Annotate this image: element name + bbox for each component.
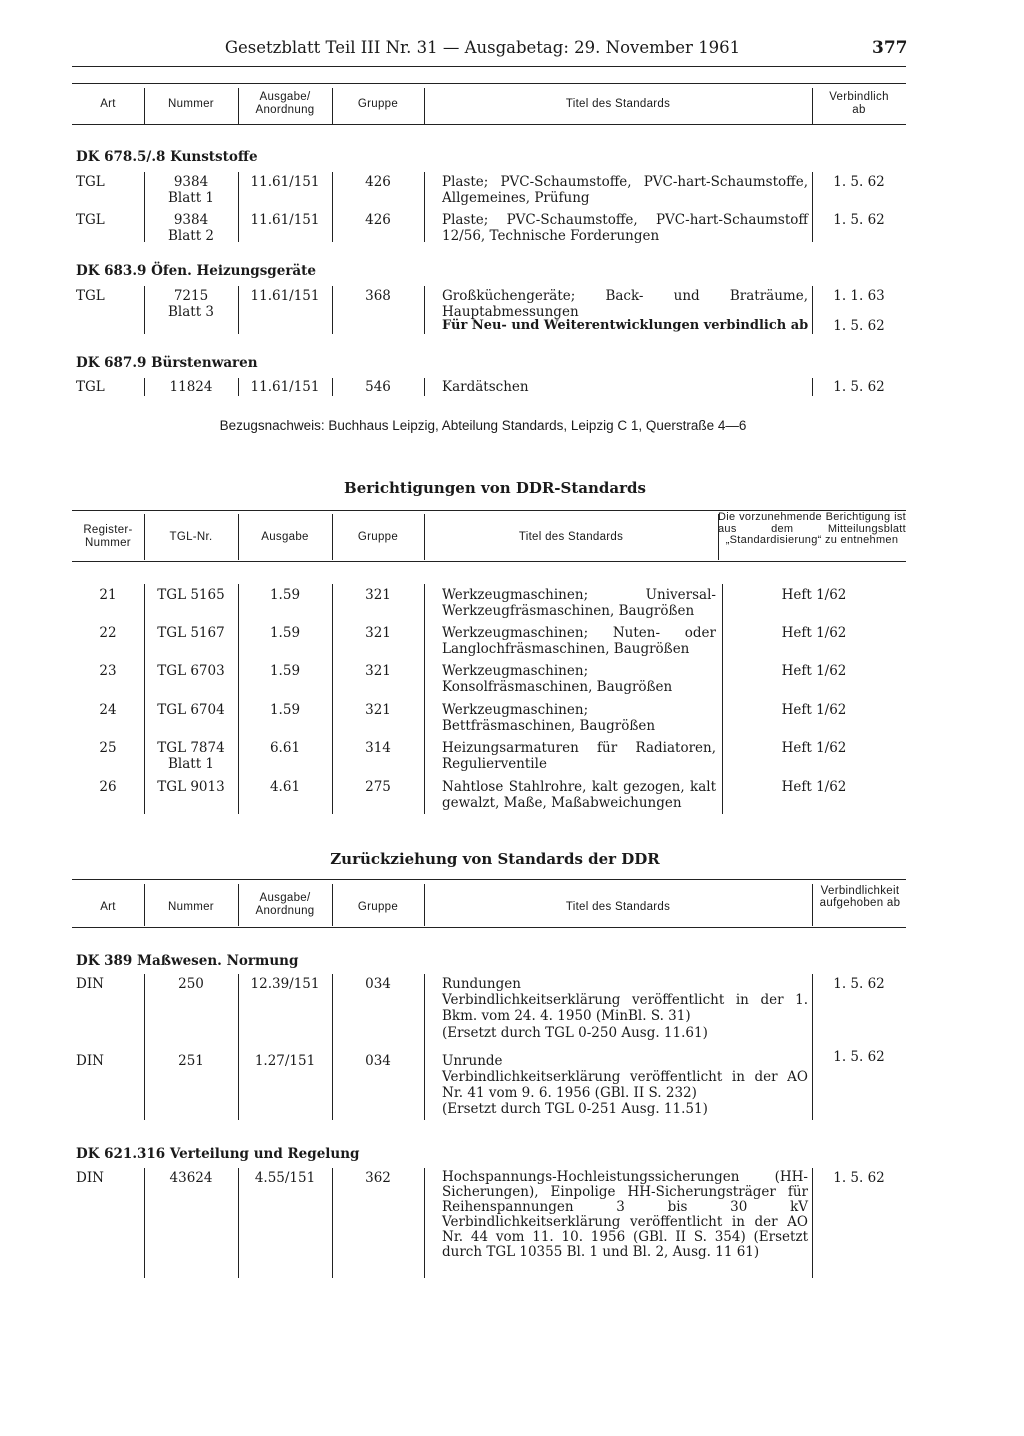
column-divider — [332, 974, 333, 1120]
cell-titel: Kardätschen — [442, 379, 529, 395]
column-divider — [424, 974, 425, 1120]
table1-header-divider — [144, 88, 145, 124]
table2-col-gruppe: Gruppe — [357, 531, 399, 543]
cell-titel: Werkzeugmaschinen; Bettfräsmaschinen, Baugrößen — [442, 702, 656, 734]
table2-col-titel: Titel des Standards — [518, 531, 624, 543]
cell-gruppe: 275 — [365, 779, 391, 795]
cell-ab: 1. 5. 62 — [833, 174, 885, 190]
column-divider — [238, 514, 239, 560]
table3-col-art: Art — [100, 901, 116, 913]
column-divider — [332, 172, 333, 242]
table1-col-nummer: Nummer — [168, 98, 214, 110]
cell-ab: 1. 5. 62 — [833, 976, 885, 992]
cell-ausgabe: 1.59 — [269, 702, 301, 718]
table3-title: Zurückziehung von Standards der DDR — [330, 850, 660, 868]
table3-col-titel: Titel des Standards — [565, 901, 671, 913]
cell-gruppe: 321 — [365, 625, 391, 641]
cell-ausgabe: 11.61/151 — [250, 174, 320, 190]
cell-gruppe: 321 — [365, 702, 391, 718]
cell-art: TGL — [76, 212, 105, 228]
column-divider — [424, 514, 425, 560]
cell-heft: Heft 1/62 — [781, 740, 847, 756]
cell-titel: Nahtlose Stahlrohre, kalt gezogen, kalt gewalzt, Maße, Maßabweichungen — [442, 779, 716, 811]
cell-gruppe: 362 — [365, 1170, 391, 1186]
cell-art: TGL — [76, 174, 105, 190]
table1-header-rule — [72, 124, 906, 125]
cell-ausgabe: 1.59 — [269, 587, 301, 603]
cell-nummer: 43624 — [169, 1170, 213, 1186]
cell-art: TGL — [76, 288, 105, 304]
cell-titel: Hochspannungs-Hochleistungssicherungen (HH-Sicherungen), Einpolige HH-Sicherungsträger für Reihenspannungen 3 bis 30 kV Verbindlichkeitserklärung veröffentlicht in der AO Nr. 44 vom 11. 10. 1956 (GBl. II S. 354) (Ersetzt durch TGL 10355 Bl. 1 und Bl. 2, Ausg. 11 61) — [442, 1169, 808, 1260]
column-divider — [812, 378, 813, 396]
cell-titel: Werkzeugmaschinen; Konsolfräsmaschinen, Baugrößen — [442, 663, 673, 695]
cell-titel: Werkzeugmaschinen; Universal-Werkzeugfräsmaschinen, Baugrößen — [442, 587, 716, 619]
section-heading: DK 683.9 Öfen. Heizungsgeräte — [76, 263, 317, 279]
table3-col-ab: Verbindlichkeit aufgehoben ab — [819, 885, 901, 909]
cell-reg: 23 — [99, 663, 117, 679]
cell-tgl: TGL 7874 — [157, 740, 225, 756]
cell-heft: Heft 1/62 — [781, 702, 847, 718]
cell-ab: 1. 1. 63 — [833, 288, 885, 304]
cell-ab: 1. 5. 62 — [833, 1170, 885, 1186]
column-divider — [144, 1168, 145, 1278]
column-divider — [144, 884, 145, 926]
cell-ausgabe: 4.55/151 — [254, 1170, 316, 1186]
cell-ab: 1. 5. 62 — [833, 1049, 885, 1065]
cell-ausgabe: 11.61/151 — [250, 288, 320, 304]
cell-art: DIN — [76, 1053, 104, 1069]
cell-detail: Verbindlichkeitserklärung veröffentlicht in der AO Nr. 41 vom 9. 6. 1956 (GBl. II S. 232) — [442, 1069, 808, 1101]
cell-tgl: TGL 6704 — [157, 702, 225, 718]
cell-nummer: 9384 — [173, 212, 209, 228]
column-divider — [718, 514, 719, 560]
cell-ab: 1. 5. 62 — [833, 212, 885, 228]
cell-reg: 26 — [99, 779, 117, 795]
cell-titel: Rundungen — [442, 976, 521, 992]
table1-header-divider — [812, 88, 813, 124]
cell-nummer: 251 — [178, 1053, 204, 1069]
column-divider — [332, 884, 333, 926]
cell-ausgabe: 6.61 — [269, 740, 301, 756]
cell-blatt: Blatt 3 — [167, 304, 215, 320]
cell-blatt: Blatt 2 — [167, 228, 215, 244]
cell-heft: Heft 1/62 — [781, 663, 847, 679]
table3-col-gruppe: Gruppe — [357, 901, 399, 913]
cell-reg: 22 — [99, 625, 117, 641]
cell-blatt: Blatt 1 — [167, 190, 215, 206]
cell-heft: Heft 1/62 — [781, 587, 847, 603]
table3-header-rule — [72, 927, 906, 928]
cell-gruppe: 321 — [365, 587, 391, 603]
column-divider — [332, 286, 333, 334]
column-divider — [238, 974, 239, 1120]
column-divider — [812, 172, 813, 242]
cell-reg: 24 — [99, 702, 117, 718]
table2-header-rule — [72, 561, 906, 562]
cell-nummer: 11824 — [169, 379, 213, 395]
cell-titel: Plaste; PVC-Schaumstoffe, PVC-hart-Schaumstoffe, Allgemeines, Prüfung — [442, 174, 808, 206]
table1-col-titel: Titel des Standards — [565, 98, 671, 110]
cell-ab: 1. 5. 62 — [833, 318, 885, 334]
table1-header-divider — [424, 88, 425, 124]
column-divider — [238, 378, 239, 396]
cell-ausgabe: 11.61/151 — [250, 379, 320, 395]
column-divider — [144, 974, 145, 1120]
column-divider — [812, 884, 813, 926]
cell-tgl: TGL 9013 — [157, 779, 225, 795]
cell-detail: Verbindlichkeitserklärung veröffentlicht in der 1. Bkm. vom 24. 4. 1950 (MinBl. S. 31) — [442, 992, 808, 1024]
page-number: 377 — [872, 38, 908, 58]
table2-col-reg: Register- Nummer — [83, 524, 133, 549]
cell-reg: 21 — [99, 587, 117, 603]
column-divider — [238, 884, 239, 926]
cell-gruppe: 368 — [365, 288, 391, 304]
cell-ausgabe: 11.61/151 — [250, 212, 320, 228]
cell-heft: Heft 1/62 — [781, 779, 847, 795]
column-divider — [144, 286, 145, 334]
cell-tgl: TGL 5167 — [157, 625, 225, 641]
cell-gruppe: 034 — [365, 976, 391, 992]
cell-ausgabe: 1.59 — [269, 663, 301, 679]
cell-nummer: 7215 — [173, 288, 209, 304]
table1-header-divider — [238, 88, 239, 124]
cell-gruppe: 426 — [365, 174, 391, 190]
cell-ab: 1. 5. 62 — [833, 379, 885, 395]
cell-tgl: TGL 5165 — [157, 587, 225, 603]
cell-ausgabe: 12.39/151 — [250, 976, 320, 992]
cell-art: TGL — [76, 379, 105, 395]
table3-top-rule — [72, 879, 906, 880]
column-divider — [238, 286, 239, 334]
section-heading: DK 389 Maßwesen. Normung — [76, 953, 299, 969]
cell-nummer: 9384 — [173, 174, 209, 190]
column-divider — [812, 974, 813, 1120]
cell-titel-note: Für Neu- und Weiterentwicklungen verbindlich ab — [442, 318, 809, 333]
table1-header-divider — [332, 88, 333, 124]
cell-blatt: Blatt 1 — [167, 756, 215, 772]
column-divider — [424, 884, 425, 926]
table3-col-ausgabe: Ausgabe/ Anordnung — [255, 892, 315, 917]
column-divider — [424, 172, 425, 242]
column-divider — [812, 286, 813, 334]
column-divider — [424, 378, 425, 396]
section-heading: DK 687.9 Bürstenwaren — [76, 355, 258, 371]
page-header-title: Gesetzblatt Teil III Nr. 31 — Ausgabetag: 29. November 1961 — [224, 38, 741, 57]
section-heading: DK 678.5/.8 Kunststoffe — [76, 149, 258, 165]
cell-ausgabe: 1.59 — [269, 625, 301, 641]
table1-col-ab: Verbindlich ab — [829, 91, 889, 116]
table1-col-gruppe: Gruppe — [357, 98, 399, 110]
procurement-note: Bezugsnachweis: Buchhaus Leipzig, Abteilung Standards, Leipzig C 1, Querstraße 4—6 — [219, 418, 747, 433]
column-divider — [424, 584, 425, 814]
cell-gruppe: 426 — [365, 212, 391, 228]
cell-nummer: 250 — [178, 976, 204, 992]
cell-art: DIN — [76, 976, 104, 992]
cell-ausgabe: 1.27/151 — [254, 1053, 316, 1069]
column-divider — [238, 172, 239, 242]
column-divider — [424, 286, 425, 334]
cell-art: DIN — [76, 1170, 104, 1186]
cell-gruppe: 314 — [365, 740, 391, 756]
column-divider — [812, 1168, 813, 1278]
column-divider — [144, 378, 145, 396]
cell-ersetzt: (Ersetzt durch TGL 0-251 Ausg. 11.51) — [442, 1101, 708, 1117]
cell-gruppe: 321 — [365, 663, 391, 679]
cell-ersetzt: (Ersetzt durch TGL 0-250 Ausg. 11.61) — [442, 1025, 708, 1041]
column-divider — [332, 378, 333, 396]
cell-titel: Werkzeugmaschinen; Nuten- oder Langlochfräsmaschinen, Baugrößen — [442, 625, 716, 657]
section-heading: DK 621.316 Verteilung und Regelung — [76, 1146, 360, 1162]
column-divider — [144, 514, 145, 560]
cell-heft: Heft 1/62 — [781, 625, 847, 641]
cell-titel: Großküchengeräte; Back- und Braträume, Hauptabmessungen — [442, 288, 808, 320]
column-divider — [332, 1168, 333, 1278]
table2-col-ausgabe: Ausgabe — [261, 531, 309, 543]
table3-col-nummer: Nummer — [168, 901, 214, 913]
cell-gruppe: 034 — [365, 1053, 391, 1069]
table1-col-ausgabe: Ausgabe/ Anordnung — [255, 91, 315, 116]
cell-titel: Plaste; PVC-Schaumstoffe, PVC-hart-Schaumstoff 12/56, Technische Forderungen — [442, 212, 808, 244]
cell-ausgabe: 4.61 — [269, 779, 301, 795]
column-divider — [144, 172, 145, 242]
column-divider — [238, 1168, 239, 1278]
cell-titel: Heizungsarmaturen für Radiatoren, Regulierventile — [442, 740, 716, 772]
cell-titel: Unrunde — [442, 1053, 503, 1069]
column-divider — [424, 1168, 425, 1278]
table2-col-tgl: TGL-Nr. — [169, 531, 213, 543]
table1-top-rule — [72, 83, 906, 84]
cell-gruppe: 546 — [365, 379, 391, 395]
column-divider — [332, 514, 333, 560]
table2-col-berichtigung: Die vorzunehmende Berichtigung ist aus dem Mitteilungsblatt „Standardisierung“ zu entnehmen — [718, 511, 906, 546]
table2-title: Berichtigungen von DDR-Standards — [344, 479, 646, 497]
cell-tgl: TGL 6703 — [157, 663, 225, 679]
cell-reg: 25 — [99, 740, 117, 756]
header-rule — [72, 66, 906, 67]
table1-col-art: Art — [100, 98, 116, 110]
